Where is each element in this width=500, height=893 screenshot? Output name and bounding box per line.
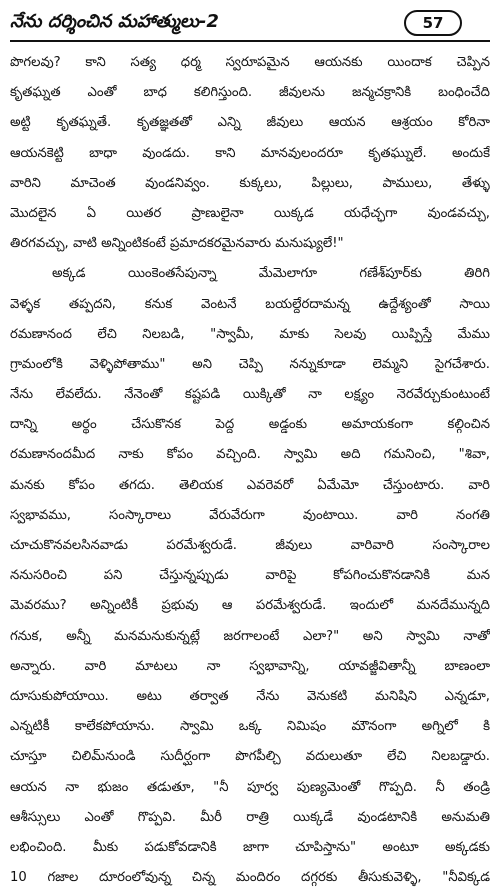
text-line: వారిని మాచెంత వుండనివ్వం. కుక్కలు, పిల్లులు, పాములు, తేళ్ళు <box>10 175 490 191</box>
paragraph-start-line: అక్కడ యింకెంతసేపున్నా మేమెలాగూ గణేశ్‌పూర్‌కు తిరిగి <box>52 266 490 282</box>
page-header <box>10 8 490 38</box>
text-line: స్వభావము, సంస్కారాలు వేరువేరుగా వుంటాయి. వారి నంగతి <box>10 507 490 523</box>
text-line: రమణానందమీద నాకు కోపం వచ్చింది. స్వామి అది గమనించి, "శివా, <box>10 447 490 463</box>
text-line: ఆయనకెట్టి బాధా వుండదు. కాని మానవులందరూ కృతఘ్నులే. అందుకే <box>10 145 490 161</box>
body-text <box>10 48 490 893</box>
text-line: గనుక, అన్నీ మనమనుకున్నట్లే జరగాలంటే ఎలా?" అని స్వామి నాతో <box>10 628 490 644</box>
text-line: మెవరము? అన్నింటికీ ప్రభువు ఆ పరమేశ్వరుడే. ఇందులో మనదేమున్నది <box>10 598 490 614</box>
running-title: నేను దర్శించిన మహాత్ములు-2 <box>10 11 219 32</box>
text-line: 10 గజాల దూరంలోవున్న చిన్న మందిరం దగ్గరకు తీసుకువెళ్ళి, "నీవిక్కడ <box>10 870 490 886</box>
text-line: చూస్తూ చిలిమ్‌నుండి సుదీర్ఘంగా పొగపీల్చి వదులుతూ లేచి నిలబడ్డారు. <box>10 749 490 765</box>
text-line: వెళ్ళక తప్పదని, కనుక వెంటనే బయల్దేరదామన్న ఉద్దేశ్యంతో సాయి <box>10 296 490 312</box>
text-line: దూసుకుపోయాయి. అటు తర్వాత నేను వెనుకటి మనిషిని ఎన్నడూ, <box>10 688 490 704</box>
text-line: మొదలైన ఏ యితర ప్రాణులైనా యిక్కడ యధేచ్ఛగా వుండవచ్చు, <box>10 205 490 221</box>
text-line: పొగలవు? కాని సత్య ధర్మ స్వరూపమైన ఆయనకు యిందాక చెప్పిన <box>10 55 490 70</box>
text-line: ననుసరించి పని చేస్తున్నప్పుడు వారిపై కోపగించుకొనడానికి మన <box>10 568 490 584</box>
text-line: కృతఘ్నత ఎంతో బాధ కలిగిస్తుంది. జీవులను జన్మచక్రానికి బంధించేది <box>10 85 490 101</box>
text-line: మనకు కోపం తగదు. తెలియక ఎవరెవరో ఏమేమో చేస్తుంటారు. వారి <box>10 477 490 493</box>
text-line: రమణానంద లేచి నిలబడి, "స్వామీ, మాకు సెలవు యిప్పిస్తే మేము <box>10 326 490 342</box>
text-line: చూచుకొనవలసినవాడు పరమేశ్వరుడే. జీవులు వారివారి సంస్కారాల <box>10 538 490 553</box>
text-line: నేను లేవలేదు. నేనెంతో కష్టపడి యిక్కితో నా లక్ష్యం నెరవేర్చుకుంటుంటే <box>10 387 490 403</box>
text-line: తిరగవచ్చు, వాటి అన్నింటికంటే ప్రమాదకరమైనవారు మనుష్యులే!" <box>10 236 344 252</box>
text-line: ఆశీస్సులు ఎంతో గొప్పవి. మీరీ రాత్రి యిక్కడే వుండటానికి అనుమతి <box>10 809 490 825</box>
page-number-badge: 57 <box>404 10 462 36</box>
text-line: ఎన్నటికీ కాలేకపోయాను. స్వామి ఒక్క నిమిషం మౌనంగా అగ్నిలో కి <box>10 719 490 735</box>
text-line: దాన్ని అర్థం చేసుకొనక పెద్ద అడ్డంకు అమాయకంగా కల్గించిన <box>10 417 490 433</box>
header-divider <box>10 40 490 42</box>
text-line: లభించింది. మీకు పడుకోవడానికి జాగా చూపిస్తాను" అంటూ అక్కడకు <box>10 839 490 855</box>
text-line: అన్నారు. వారి మాటలు నా స్వభావాన్ని, యావజ్జీవితాన్నీ బాణంలా <box>10 658 490 674</box>
text-line: గ్రామంలోకి వెళ్ళిపోతాము" అని చెప్పి నన్నుకూడా లెమ్మని సైగచేశారు. <box>10 356 490 372</box>
text-line: ఆయన నా భుజం తడుతూ, "నీ పూర్వ పుణ్యమెంతో గొప్పది. నీ తండ్రి <box>10 779 490 795</box>
text-line: అట్టి కృతఘ్నతే. కృతజ్ఞతతో ఎన్ని జీవులు ఆయన ఆశ్రయం కోరినా <box>10 115 490 131</box>
